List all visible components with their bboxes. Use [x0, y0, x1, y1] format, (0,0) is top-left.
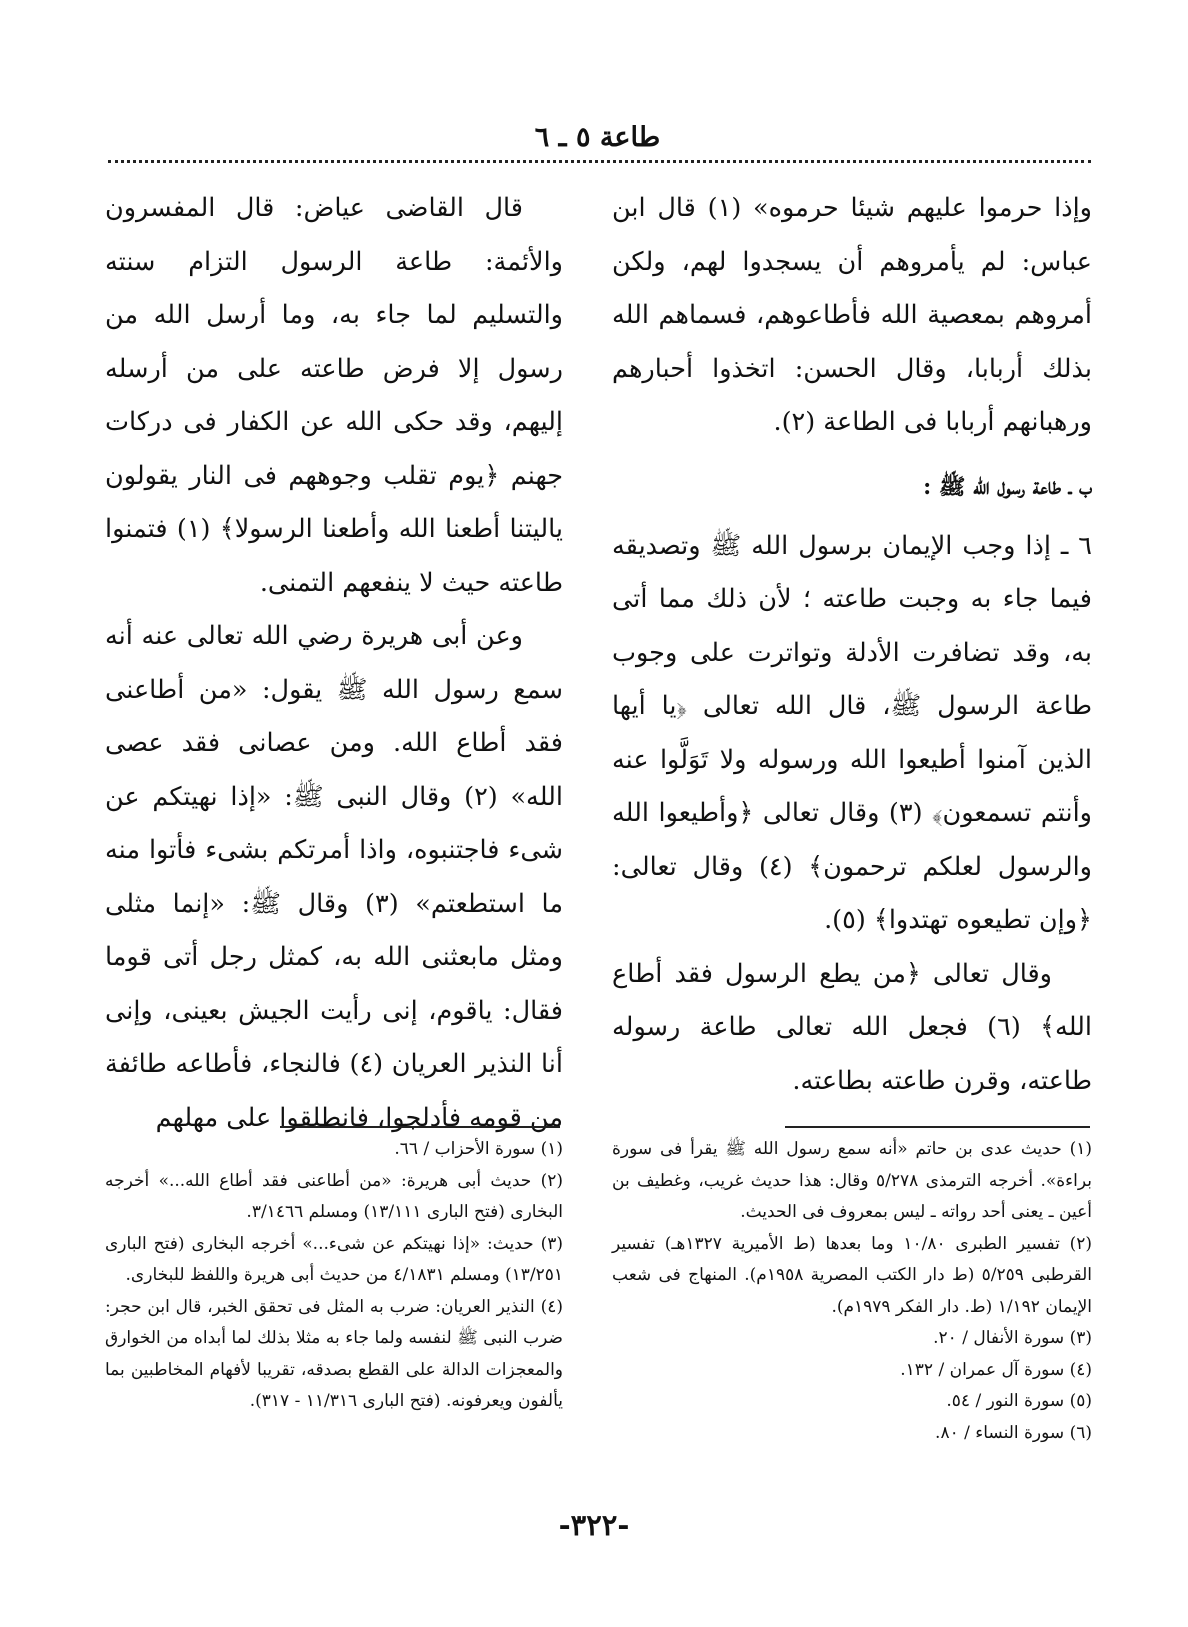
footnote: (٤) سورة آل عمران / ١٣٢.: [900, 1359, 1092, 1380]
footnote: (٣) حديث: «إذا نهيتكم عن شىء...» أخرجه البخارى (فتح البارى ١٣/٢٥١) ومسلم ٤/١٨٣١ من حديث أبى هريرة واللفظ للبخارى.: [105, 1233, 563, 1285]
paragraph: قال القاضى عياض: قال المفسرون والأئمة: طاعة الرسول التزام سنته والتسليم لما جاء به، وما أرسل الله من رسول إلا فرض طاعته على من أرسله إليهم، وقد حكى الله عن الكفار فى دركات جهنم ﴿يوم تقلب وجوههم فى النار يقولون ياليتنا أطعنا الله وأطعنا الرسولا﴾ (١) فتمنوا طاعته حيث لا ينفعهم التمنى.: [105, 193, 563, 598]
footnote: (٥) سورة النور / ٥٤.: [946, 1391, 1092, 1411]
footnotes-right: [612, 1134, 1092, 1449]
page-number: -٣٢٢-: [558, 1508, 630, 1542]
paragraph: وإذا حرموا عليهم شيئا حرموه» (١) قال ابن عباس: لم يأمروهم أن يسجدوا لهم، ولكن أمروهم بمعصية الله فأطاعوهم، فسماهم الله بذلك أربابا، وقال الحسن: اتخذوا أحبارهم ورهبانهم أربابا فى الطاعة (٢).: [612, 193, 1093, 437]
footnote: (٦) سورة النساء / ٨٠.: [935, 1422, 1092, 1443]
footnotes-left: [105, 1134, 563, 1418]
footnote-separator: [280, 1126, 560, 1128]
footnote: (٢) تفسير الطبرى ١٠/٨٠ وما بعدها (ط الأميرية ١٣٢٧هـ) تفسير القرطبى ٥/٢٥٩ (ط دار الكتب المصرية ١٩٥٨م). المنهاج فى شعب الإيمان ١/١٩٢ (ط. دار الفكر ١٩٧٩م).: [612, 1233, 1093, 1317]
footnote: (١) حديث عدى بن حاتم «أنه سمع رسول الله ﷺ يقرأ فى سورة براءة». أخرجه الترمذى ٥/٢٧٨ وقال: هذا حديث غريب، وغطيف بن أعين ـ يعنى أحد رواته ـ ليس بمعروف فى الحديث.: [612, 1139, 1092, 1222]
right-column: [612, 182, 1092, 1108]
paragraph: وقال تعالى ﴿من يطع الرسول فقد أطاع الله﴾ (٦) فجعل الله تعالى طاعة رسوله طاعته، وقرن طاعته بطاعته.: [612, 958, 1092, 1096]
section-subheading: ب ـ طاعة رسول الله ﷺ :: [923, 473, 1092, 500]
page-header-title: طاعة ٥ ـ ٦: [534, 122, 661, 153]
footnote-separator: [785, 1126, 1090, 1128]
paragraph: وعن أبى هريرة رضي الله تعالى عنه أنه سمع رسول الله ﷺ يقول: «من أطاعنى فقد أطاع الله. ومن عصانى فقد عصى الله» (٢) وقال النبى ﷺ: «إذا نهيتكم عن شىء فاجتنبوه، واذا أمرتكم بشىء فأتوا منه ما استطعتم» (٣) وقال ﷺ: «إنما مثلى ومثل مابعثنى الله به، كمثل رجل أتى قوما فقال: ياقوم، إنى رأيت الجيش بعينى، وإنى أنا النذير العريان (٤) فالنجاء، فأطاعه طائفة من قومه فأدلجوا، فانطلقوا على مهلهم: [105, 621, 564, 1133]
footnote: (٣) سورة الأنفال / ٢٠.: [933, 1328, 1092, 1348]
header-dotted-rule: [108, 160, 1091, 163]
footnote: (٢) حديث أبى هريرة: «من أطاعنى فقد أطاع الله...» أخرجه البخارى (فتح البارى ١٣/١١١) ومسلم ٣/١٤٦٦.: [105, 1170, 563, 1222]
left-column: [105, 182, 563, 1145]
paragraph: ٦ ـ إذا وجب الإيمان برسول الله ﷺ وتصديقه فيما جاء به وجبت طاعته ؛ لأن ذلك مما أتى به، وقد تضافرت الأدلة وتواترت على وجوب طاعة الرسول ﷺ، قال الله تعالى ﴿يا أيها الذين آمنوا أطيعوا الله ورسوله ولا تَوَلَّوا عنه وأنتم تسمعون﴾ (٣) وقال تعالى ﴿وأطيعوا الله والرسول لعلكم ترحمون﴾ (٤) وقال تعالى: ﴿وإن تطيعوه تهتدوا﴾ (٥).: [612, 530, 1092, 935]
footnote: (١) سورة الأحزاب / ٦٦.: [394, 1139, 563, 1159]
footnote: (٤) النذير العريان: ضرب به المثل فى تحقق الخبر، قال ابن حجر: ضرب النبى ﷺ لنفسه ولما جاء به مثلا بذلك لما أبداه من الخوارق والمعجزات الدالة على القطع بصدقه، تقريبا لأفهام المخاطبين بما يألفون ويعرفونه. (فتح البارى ١١/٣١٦ - ٣١٧).: [105, 1296, 563, 1411]
